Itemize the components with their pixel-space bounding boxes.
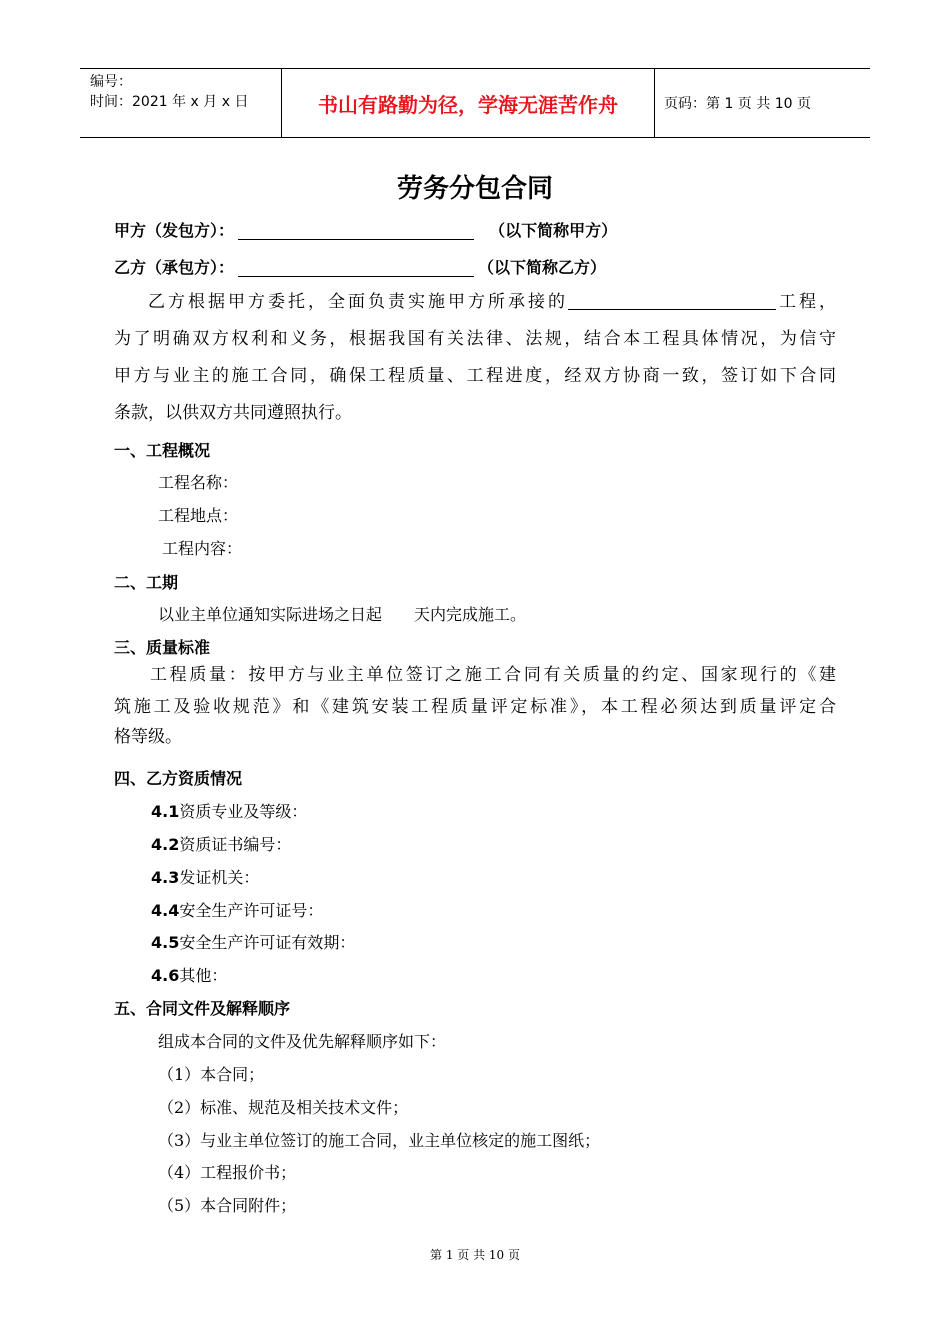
project-content-label: 工程内容： <box>162 539 243 558</box>
documents-intro: 组成本合同的文件及优先解释顺序如下： <box>158 1032 447 1051</box>
project-name-label: 工程名称： <box>158 473 239 492</box>
qualification-item: 4.6其他： <box>151 966 228 985</box>
page-header <box>80 68 870 138</box>
party-a-line <box>114 218 617 241</box>
qualification-item: 4.4安全生产许可证号： <box>151 901 324 920</box>
qualification-item: 4.2资质证书编号： <box>151 835 292 854</box>
document-list-item: （3）与业主单位签订的施工合同，业主单位核定的施工图纸； <box>158 1131 601 1150</box>
section-3-title: 三、质量标准 <box>114 638 211 657</box>
quality-paragraph <box>114 658 836 752</box>
intro-paragraph <box>114 284 836 432</box>
document-time-label: 时间：2021 年 x 月 x 日 <box>90 94 249 110</box>
party-b-label: 乙方（承包方）： <box>114 258 235 277</box>
project-location-label: 工程地点： <box>158 506 239 525</box>
party-b-line <box>114 255 606 278</box>
party-a-suffix: （以下简称甲方） <box>489 221 618 240</box>
document-title: 劳务分包合同 <box>396 174 553 204</box>
section-4-title: 四、乙方资质情况 <box>114 769 243 788</box>
qualification-item: 4.3发证机关： <box>151 868 260 887</box>
schedule-text: 以业主单位通知实际进场之日起 天内完成施工。 <box>158 605 527 624</box>
section-2-title: 二、工期 <box>114 573 179 592</box>
header-page-info: 页码：第 1 页 共 10 页 <box>664 96 811 112</box>
section-5-title: 五、合同文件及解释顺序 <box>114 999 291 1018</box>
intro-line-1: 乙方根据甲方委托，全面负责实施甲方所承接的 工程， <box>114 284 836 321</box>
quality-line-1: 工程质量：按甲方与业主单位签订之施工合同有关质量的约定、国家现行的《建 <box>150 665 836 685</box>
intro-line-2: 为了明确双方权利和义务，根据我国有关法律、法规，结合本工程具体情况，为信守 <box>114 329 836 349</box>
intro-line-3: 甲方与业主的施工合同，确保工程质量、工程进度，经双方协商一致，签订如下合同 <box>114 366 836 386</box>
qualification-item: 4.1资质专业及等级： <box>151 802 308 821</box>
document-list-item: （4）工程报价书； <box>158 1163 297 1182</box>
document-number-label: 编号： <box>90 74 132 90</box>
party-a-blank <box>238 221 474 240</box>
party-a-label: 甲方（发包方）： <box>114 221 235 240</box>
section-1-title: 一、工程概况 <box>114 441 211 460</box>
header-meta-cell <box>80 69 282 137</box>
intro-line-4: 条款，以供双方共同遵照执行。 <box>114 403 352 423</box>
document-list-item: （1）本合同； <box>158 1065 265 1084</box>
qualification-item: 4.5安全生产许可证有效期： <box>151 933 356 952</box>
quality-line-3: 格等级。 <box>114 727 182 747</box>
header-motto: 书山有路勤为径，学海无涯苦作舟 <box>282 69 655 137</box>
page-footer: 第 1 页 共 10 页 <box>430 1248 520 1262</box>
party-b-suffix: （以下简称乙方） <box>478 258 607 277</box>
document-list-item: （5）本合同附件； <box>158 1196 297 1215</box>
project-name-blank <box>568 289 776 310</box>
party-b-blank <box>238 258 474 277</box>
quality-line-2: 筑施工及验收规范》和《建筑安装工程质量评定标准》，本工程必须达到质量评定合 <box>114 697 836 717</box>
document-list-item: （2）标准、规范及相关技术文件； <box>158 1098 409 1117</box>
